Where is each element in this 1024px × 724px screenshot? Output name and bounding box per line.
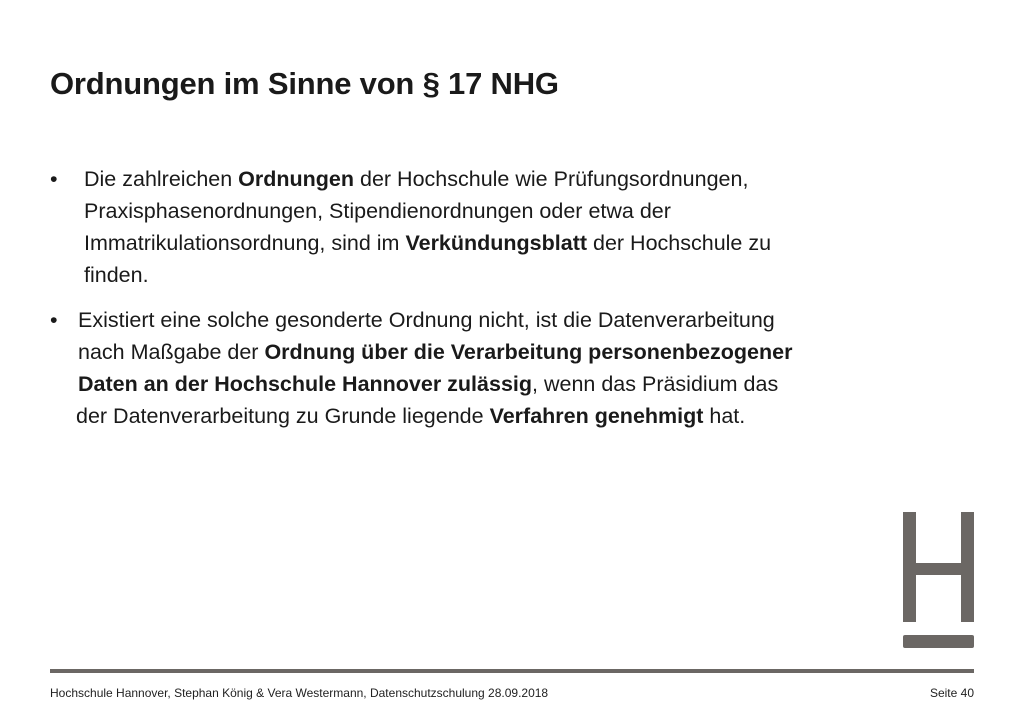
bullet-text — [50, 304, 910, 432]
bold-term: Ordnungen — [238, 167, 355, 191]
text-line — [76, 400, 910, 432]
text-line — [84, 259, 870, 291]
bullet-item-2 — [50, 304, 910, 432]
text-run: hat. — [703, 404, 746, 428]
text-run: Praxisphasenordnungen, Stipendienordnungen oder etwa der — [84, 199, 671, 223]
text-run: der Hochschule zu — [587, 231, 772, 255]
text-line — [84, 195, 870, 227]
page-number: Seite 40 — [929, 686, 974, 700]
bullet-item-1 — [50, 163, 870, 291]
bullet-text — [50, 163, 870, 291]
text-line — [84, 163, 870, 195]
text-run: Die zahlreichen — [84, 167, 239, 191]
text-run: finden. — [84, 263, 149, 287]
hochschule-hannover-logo-icon — [903, 512, 975, 652]
text-line — [84, 227, 870, 259]
text-run: nach Maßgabe der — [78, 340, 265, 364]
footer-divider — [50, 669, 974, 673]
slide-title: Ordnungen im Sinne von § 17 NHG — [50, 66, 559, 101]
bold-term: Verkündungsblatt — [405, 231, 588, 255]
text-run: der Hochschule wie Prüfungsordnungen, — [354, 167, 749, 191]
text-run: Immatrikulationsordnung, sind im — [84, 231, 406, 255]
logo-underline — [903, 635, 974, 648]
bullet-marker: • — [50, 308, 58, 332]
bullet-marker: • — [50, 167, 58, 191]
text-line — [78, 304, 910, 336]
bold-term: Verfahren genehmigt — [489, 404, 704, 428]
text-run: der Datenverarbeitung zu Grunde liegende — [76, 404, 490, 428]
logo-crossbar — [903, 563, 974, 575]
bold-term: Daten an der Hochschule Hannover zulässig — [78, 372, 533, 396]
footer-credits: Hochschule Hannover, Stephan König & Vera Westermann, Datenschutzschulung 28.09.2018 — [50, 686, 549, 700]
bold-term: Ordnung über die Verarbeitung personenbezogener — [264, 340, 793, 364]
text-line — [78, 368, 910, 400]
text-run: Existiert eine solche gesonderte Ordnung nicht, ist die Datenverarbeitung — [78, 308, 775, 332]
text-line — [78, 336, 910, 368]
text-run: , wenn das Präsidium das — [532, 372, 779, 396]
